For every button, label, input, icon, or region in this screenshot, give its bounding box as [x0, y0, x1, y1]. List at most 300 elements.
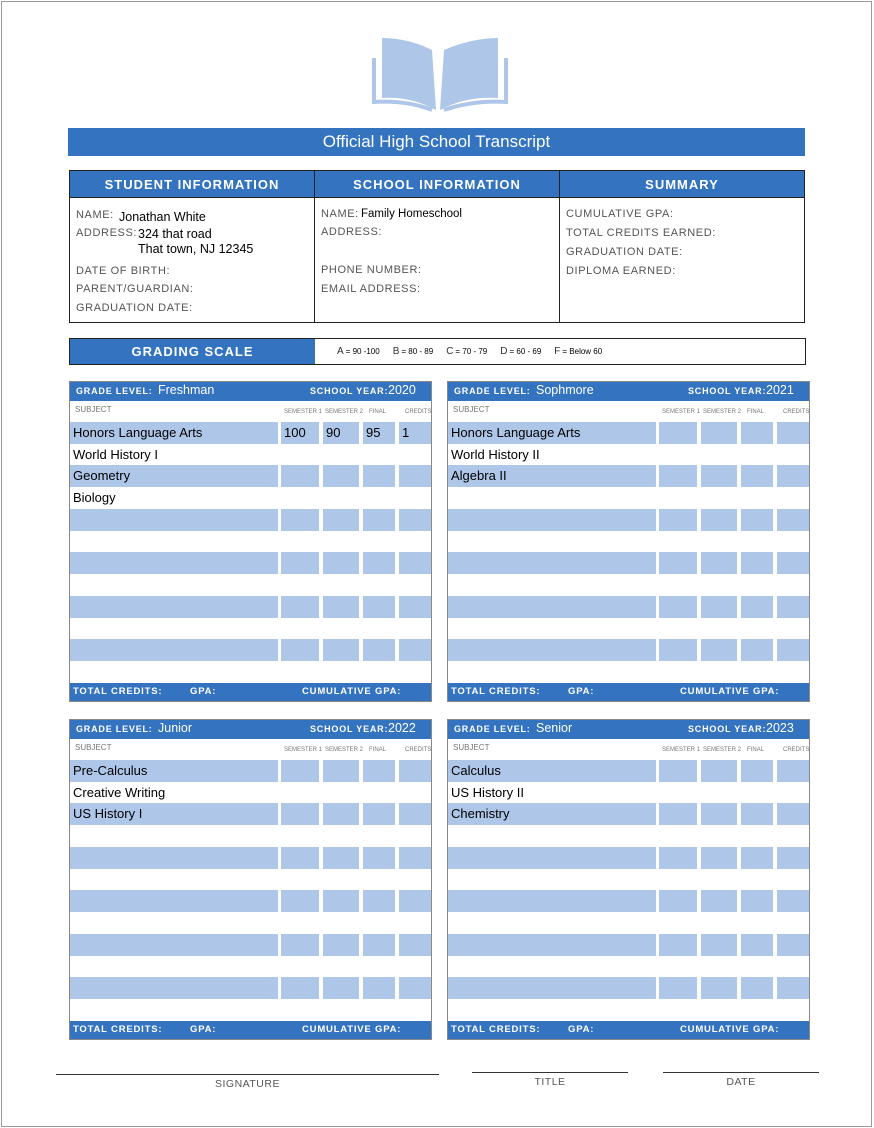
final-cell[interactable]: 95 — [363, 422, 395, 444]
final-cell[interactable] — [741, 596, 773, 618]
table-row[interactable] — [70, 422, 431, 444]
final-cell[interactable] — [363, 574, 395, 596]
credits-cell[interactable] — [399, 465, 431, 487]
semester1-cell[interactable] — [659, 825, 697, 847]
subject-cell[interactable]: World History II — [451, 446, 540, 462]
semester2-cell[interactable] — [323, 934, 359, 956]
semester2-cell[interactable] — [323, 890, 359, 912]
subject-cell[interactable] — [448, 509, 656, 531]
semester2-cell[interactable] — [323, 977, 359, 999]
subject-cell[interactable] — [448, 574, 656, 596]
semester1-cell[interactable] — [281, 869, 319, 891]
subject-cell[interactable] — [70, 934, 278, 956]
semester1-cell[interactable] — [281, 782, 319, 804]
final-cell[interactable] — [741, 782, 773, 804]
credits-cell[interactable] — [777, 617, 809, 639]
subject-cell[interactable] — [70, 509, 278, 531]
table-row[interactable] — [70, 552, 431, 574]
final-cell[interactable] — [741, 531, 773, 553]
credits-cell[interactable] — [777, 847, 809, 869]
semester1-cell[interactable] — [281, 617, 319, 639]
table-row[interactable] — [70, 782, 431, 804]
subject-cell[interactable] — [448, 531, 656, 553]
semester1-cell[interactable] — [659, 422, 697, 444]
final-cell[interactable] — [363, 847, 395, 869]
subject-cell[interactable]: Biology — [73, 490, 116, 506]
table-row[interactable] — [448, 803, 809, 825]
semester1-cell[interactable] — [659, 487, 697, 509]
final-cell[interactable] — [363, 912, 395, 934]
subject-cell[interactable] — [70, 596, 278, 618]
final-cell[interactable] — [741, 934, 773, 956]
semester2-cell[interactable] — [701, 869, 737, 891]
semester1-cell[interactable] — [281, 661, 319, 683]
final-cell[interactable] — [741, 487, 773, 509]
subject-cell[interactable] — [448, 596, 656, 618]
credits-cell[interactable] — [777, 444, 809, 466]
subject-cell[interactable] — [448, 934, 656, 956]
table-row[interactable] — [70, 617, 431, 639]
table-row[interactable] — [448, 617, 809, 639]
credits-cell[interactable] — [399, 999, 431, 1021]
credits-cell[interactable] — [777, 465, 809, 487]
semester2-cell[interactable] — [323, 847, 359, 869]
credits-cell[interactable] — [399, 574, 431, 596]
final-cell[interactable] — [741, 639, 773, 661]
subject-cell[interactable] — [448, 639, 656, 661]
final-cell[interactable] — [741, 760, 773, 782]
final-cell[interactable] — [363, 999, 395, 1021]
credits-cell[interactable] — [399, 552, 431, 574]
table-row[interactable] — [448, 639, 809, 661]
credits-cell[interactable] — [777, 574, 809, 596]
table-row[interactable] — [448, 934, 809, 956]
table-row[interactable] — [70, 803, 431, 825]
scale-item-b: B = 80 - 89 — [392, 346, 434, 357]
table-row[interactable] — [448, 531, 809, 553]
credits-cell[interactable] — [399, 912, 431, 934]
final-cell[interactable] — [741, 825, 773, 847]
semester1-cell[interactable] — [281, 825, 319, 847]
final-cell[interactable] — [363, 760, 395, 782]
semester1-cell[interactable] — [281, 890, 319, 912]
table-row[interactable] — [448, 465, 809, 487]
table-row[interactable] — [70, 639, 431, 661]
final-cell[interactable] — [363, 509, 395, 531]
student-address-line1: 324 that road — [138, 227, 212, 241]
credits-cell[interactable] — [399, 661, 431, 683]
subject-cell[interactable] — [70, 912, 278, 934]
final-cell[interactable] — [741, 912, 773, 934]
semester2-cell[interactable] — [701, 977, 737, 999]
credits-cell[interactable] — [777, 487, 809, 509]
table-row[interactable] — [70, 531, 431, 553]
credits-cell[interactable] — [777, 977, 809, 999]
credits-cell[interactable] — [777, 890, 809, 912]
credits-cell[interactable] — [777, 825, 809, 847]
semester2-cell[interactable] — [701, 955, 737, 977]
subject-cell[interactable] — [448, 955, 656, 977]
scale-item-f: F = Below 60 — [554, 346, 603, 357]
semester1-cell[interactable] — [659, 912, 697, 934]
semester1-cell[interactable] — [281, 574, 319, 596]
table-row[interactable] — [448, 869, 809, 891]
credits-cell[interactable] — [777, 422, 809, 444]
final-cell[interactable] — [363, 782, 395, 804]
semester2-cell[interactable] — [701, 934, 737, 956]
semester2-cell[interactable] — [701, 422, 737, 444]
semester2-cell[interactable] — [323, 661, 359, 683]
credits-cell[interactable] — [777, 869, 809, 891]
semester2-cell[interactable] — [323, 487, 359, 509]
final-cell[interactable] — [363, 955, 395, 977]
credits-cell[interactable] — [777, 934, 809, 956]
subject-cell[interactable] — [448, 661, 656, 683]
credits-cell[interactable] — [399, 955, 431, 977]
semester2-cell[interactable] — [323, 782, 359, 804]
subject-cell[interactable] — [448, 977, 656, 999]
semester2-cell[interactable] — [701, 574, 737, 596]
semester1-cell[interactable] — [281, 596, 319, 618]
semester2-cell[interactable] — [701, 531, 737, 553]
table-row[interactable] — [70, 760, 431, 782]
table-row[interactable] — [448, 574, 809, 596]
semester2-cell[interactable] — [323, 825, 359, 847]
table-row[interactable] — [70, 825, 431, 847]
subject-cell[interactable] — [448, 847, 656, 869]
subject-cell[interactable] — [448, 487, 656, 509]
semester2-cell[interactable] — [701, 617, 737, 639]
credits-cell[interactable] — [399, 596, 431, 618]
final-cell[interactable] — [741, 552, 773, 574]
semester1-cell[interactable] — [281, 465, 319, 487]
table-row[interactable] — [448, 444, 809, 466]
semester1-cell[interactable] — [659, 617, 697, 639]
semester1-cell[interactable] — [281, 552, 319, 574]
semester2-cell[interactable] — [701, 803, 737, 825]
semester2-cell[interactable] — [323, 596, 359, 618]
semester2-cell[interactable] — [323, 803, 359, 825]
subject-cell[interactable]: US History II — [451, 784, 524, 800]
final-cell[interactable] — [363, 639, 395, 661]
table-row[interactable] — [448, 847, 809, 869]
final-cell[interactable] — [363, 531, 395, 553]
final-cell[interactable] — [363, 825, 395, 847]
subject-cell[interactable] — [70, 552, 278, 574]
semester2-cell[interactable] — [323, 955, 359, 977]
credits-cell[interactable]: 1 — [399, 422, 431, 444]
final-cell[interactable] — [741, 977, 773, 999]
semester2-cell[interactable] — [701, 661, 737, 683]
final-cell[interactable] — [741, 422, 773, 444]
table-row[interactable] — [448, 596, 809, 618]
subject-cell[interactable] — [448, 552, 656, 574]
credits-cell[interactable] — [777, 531, 809, 553]
credits-cell[interactable] — [399, 847, 431, 869]
final-cell[interactable] — [741, 847, 773, 869]
semester1-cell[interactable] — [281, 509, 319, 531]
semester2-cell[interactable] — [701, 444, 737, 466]
table-row[interactable] — [70, 661, 431, 683]
final-cell[interactable] — [363, 617, 395, 639]
subject-cell[interactable]: Chemistry — [448, 803, 656, 825]
semester2-cell[interactable] — [323, 999, 359, 1021]
table-row[interactable] — [448, 487, 809, 509]
table-row[interactable] — [70, 574, 431, 596]
table-row[interactable] — [70, 465, 431, 487]
semester1-cell[interactable] — [659, 444, 697, 466]
subject-cell[interactable] — [70, 890, 278, 912]
final-cell[interactable] — [363, 552, 395, 574]
table-row[interactable] — [70, 444, 431, 466]
final-cell[interactable] — [741, 661, 773, 683]
semester1-cell[interactable] — [281, 803, 319, 825]
credits-cell[interactable] — [777, 639, 809, 661]
semester2-cell[interactable] — [323, 552, 359, 574]
table-row[interactable] — [70, 869, 431, 891]
semester1-cell[interactable]: 100 — [281, 422, 319, 444]
semester1-cell[interactable] — [659, 977, 697, 999]
semester1-cell[interactable] — [659, 661, 697, 683]
semester2-cell[interactable] — [323, 574, 359, 596]
semester1-cell[interactable] — [659, 847, 697, 869]
final-cell[interactable] — [363, 661, 395, 683]
student-name: Jonathan White — [119, 210, 206, 224]
semester2-cell[interactable] — [323, 760, 359, 782]
semester1-cell[interactable] — [659, 639, 697, 661]
subject-cell[interactable] — [70, 639, 278, 661]
final-cell[interactable] — [741, 890, 773, 912]
final-cell[interactable] — [363, 869, 395, 891]
semester1-cell[interactable] — [281, 531, 319, 553]
credits-cell[interactable] — [399, 617, 431, 639]
semester2-cell[interactable] — [323, 465, 359, 487]
subject-cell[interactable] — [448, 825, 656, 847]
semester2-cell[interactable] — [701, 487, 737, 509]
credits-cell[interactable] — [399, 934, 431, 956]
semester1-cell[interactable] — [281, 760, 319, 782]
table-row[interactable] — [448, 782, 809, 804]
final-cell[interactable] — [363, 977, 395, 999]
subject-cell[interactable]: US History I — [70, 803, 278, 825]
table-row[interactable] — [70, 934, 431, 956]
table-row[interactable] — [448, 955, 809, 977]
subject-cell[interactable]: Pre-Calculus — [70, 760, 278, 782]
semester1-cell[interactable] — [659, 465, 697, 487]
credits-cell[interactable] — [399, 803, 431, 825]
credits-cell[interactable] — [399, 509, 431, 531]
credits-cell[interactable] — [399, 487, 431, 509]
semester2-cell[interactable] — [701, 760, 737, 782]
subject-cell[interactable]: Honors Language Arts — [70, 422, 278, 444]
semester1-cell[interactable] — [281, 639, 319, 661]
table-row[interactable] — [448, 760, 809, 782]
semester1-cell[interactable] — [281, 955, 319, 977]
semester1-cell[interactable] — [659, 509, 697, 531]
table-row[interactable] — [70, 847, 431, 869]
semester2-cell[interactable] — [701, 639, 737, 661]
table-row[interactable] — [448, 912, 809, 934]
grade-box-footer — [448, 1021, 809, 1039]
table-row[interactable] — [448, 977, 809, 999]
credits-cell[interactable] — [399, 444, 431, 466]
table-row[interactable] — [70, 890, 431, 912]
subject-cell[interactable]: Honors Language Arts — [448, 422, 656, 444]
semester2-cell[interactable] — [701, 465, 737, 487]
subject-cell[interactable] — [70, 574, 278, 596]
semester2-cell[interactable] — [701, 912, 737, 934]
final-header: FINAL — [369, 747, 387, 753]
credits-cell[interactable] — [777, 803, 809, 825]
final-cell[interactable] — [363, 487, 395, 509]
semester2-cell[interactable] — [323, 617, 359, 639]
student-graduation-label: GRADUATION DATE: — [76, 302, 193, 314]
final-cell[interactable] — [741, 869, 773, 891]
diploma-label: DIPLOMA EARNED: — [566, 265, 676, 277]
credits-cell[interactable] — [777, 552, 809, 574]
semester1-cell[interactable] — [281, 444, 319, 466]
semester1-cell[interactable] — [659, 934, 697, 956]
subject-cell[interactable] — [70, 661, 278, 683]
semester1-cell[interactable] — [659, 803, 697, 825]
subject-cell[interactable] — [448, 999, 656, 1021]
final-cell[interactable] — [741, 465, 773, 487]
semester2-cell[interactable] — [701, 509, 737, 531]
subject-cell[interactable]: Creative Writing — [73, 784, 166, 800]
semester2-cell[interactable] — [701, 999, 737, 1021]
subject-cell[interactable] — [70, 825, 278, 847]
table-row[interactable] — [70, 999, 431, 1021]
final-cell[interactable] — [363, 934, 395, 956]
cumulative-gpa-label: CUMULATIVE GPA: — [680, 1024, 780, 1035]
credits-cell[interactable] — [399, 782, 431, 804]
subject-cell[interactable] — [70, 531, 278, 553]
table-row[interactable] — [448, 999, 809, 1021]
semester2-cell[interactable] — [323, 639, 359, 661]
final-cell[interactable] — [363, 803, 395, 825]
final-cell[interactable] — [363, 596, 395, 618]
table-row[interactable] — [70, 955, 431, 977]
subject-cell[interactable] — [70, 999, 278, 1021]
subject-cell[interactable]: Geometry — [70, 465, 278, 487]
credits-cell[interactable] — [399, 890, 431, 912]
semester2-cell[interactable] — [323, 531, 359, 553]
table-row[interactable] — [448, 661, 809, 683]
semester2-cell[interactable] — [701, 825, 737, 847]
semester2-cell[interactable] — [323, 912, 359, 934]
credits-cell[interactable] — [777, 999, 809, 1021]
table-row[interactable] — [70, 487, 431, 509]
credits-cell[interactable] — [777, 955, 809, 977]
credits-cell[interactable] — [399, 825, 431, 847]
semester1-cell[interactable] — [281, 847, 319, 869]
semester1-cell[interactable] — [659, 552, 697, 574]
table-row[interactable] — [70, 596, 431, 618]
semester1-cell[interactable] — [281, 487, 319, 509]
semester2-cell[interactable]: 90 — [323, 422, 359, 444]
table-row[interactable] — [70, 912, 431, 934]
final-cell[interactable] — [363, 465, 395, 487]
semester1-cell[interactable] — [281, 934, 319, 956]
final-cell[interactable] — [741, 574, 773, 596]
table-row[interactable] — [448, 825, 809, 847]
semester1-cell[interactable] — [659, 760, 697, 782]
semester2-cell[interactable] — [323, 869, 359, 891]
credits-cell[interactable] — [399, 760, 431, 782]
credits-cell[interactable] — [777, 782, 809, 804]
final-cell[interactable] — [741, 617, 773, 639]
grading-scale-heading: GRADING SCALE — [70, 339, 315, 364]
semester2-cell[interactable] — [701, 847, 737, 869]
credits-cell[interactable] — [777, 912, 809, 934]
subject-cell[interactable] — [70, 617, 278, 639]
semester1-cell[interactable] — [659, 574, 697, 596]
credits-cell[interactable] — [399, 869, 431, 891]
table-row[interactable] — [448, 422, 809, 444]
subject-cell[interactable]: Calculus — [448, 760, 656, 782]
subject-cell[interactable] — [448, 617, 656, 639]
subject-cell[interactable] — [448, 912, 656, 934]
table-row[interactable] — [448, 552, 809, 574]
semester1-cell[interactable] — [281, 999, 319, 1021]
semester2-cell[interactable] — [701, 552, 737, 574]
final-cell[interactable] — [741, 803, 773, 825]
subject-cell[interactable]: World History I — [73, 446, 158, 462]
subject-cell[interactable] — [70, 977, 278, 999]
subject-cell[interactable] — [448, 890, 656, 912]
final-cell[interactable] — [363, 444, 395, 466]
semester1-cell[interactable] — [281, 977, 319, 999]
semester1-cell[interactable] — [659, 869, 697, 891]
credits-cell[interactable] — [777, 509, 809, 531]
table-row[interactable] — [70, 509, 431, 531]
final-cell[interactable] — [741, 955, 773, 977]
credits-cell[interactable] — [777, 661, 809, 683]
credits-cell[interactable] — [399, 977, 431, 999]
credits-cell[interactable] — [777, 596, 809, 618]
semester2-cell[interactable] — [701, 782, 737, 804]
table-row[interactable] — [448, 890, 809, 912]
final-cell[interactable] — [741, 444, 773, 466]
table-row[interactable] — [448, 509, 809, 531]
semester1-cell[interactable] — [281, 912, 319, 934]
credits-cell[interactable] — [399, 531, 431, 553]
subject-cell[interactable]: Algebra II — [448, 465, 656, 487]
subject-cell[interactable] — [448, 869, 656, 891]
semester1-cell[interactable] — [659, 955, 697, 977]
final-cell[interactable] — [363, 890, 395, 912]
semester2-cell[interactable] — [701, 890, 737, 912]
final-cell[interactable] — [741, 999, 773, 1021]
semester1-cell[interactable] — [659, 782, 697, 804]
semester2-cell[interactable] — [701, 596, 737, 618]
subject-cell[interactable] — [70, 847, 278, 869]
subject-cell[interactable] — [70, 869, 278, 891]
credits-cell[interactable] — [399, 639, 431, 661]
semester1-cell[interactable] — [659, 531, 697, 553]
semester2-cell[interactable] — [323, 509, 359, 531]
final-header: FINAL — [747, 409, 765, 415]
final-cell[interactable] — [741, 509, 773, 531]
table-row[interactable] — [70, 977, 431, 999]
credits-cell[interactable] — [777, 760, 809, 782]
semester2-cell[interactable] — [323, 444, 359, 466]
semester1-cell[interactable] — [659, 596, 697, 618]
column-headers — [448, 739, 809, 760]
subject-cell[interactable] — [70, 955, 278, 977]
semester1-cell[interactable] — [659, 890, 697, 912]
semester1-cell[interactable] — [659, 999, 697, 1021]
